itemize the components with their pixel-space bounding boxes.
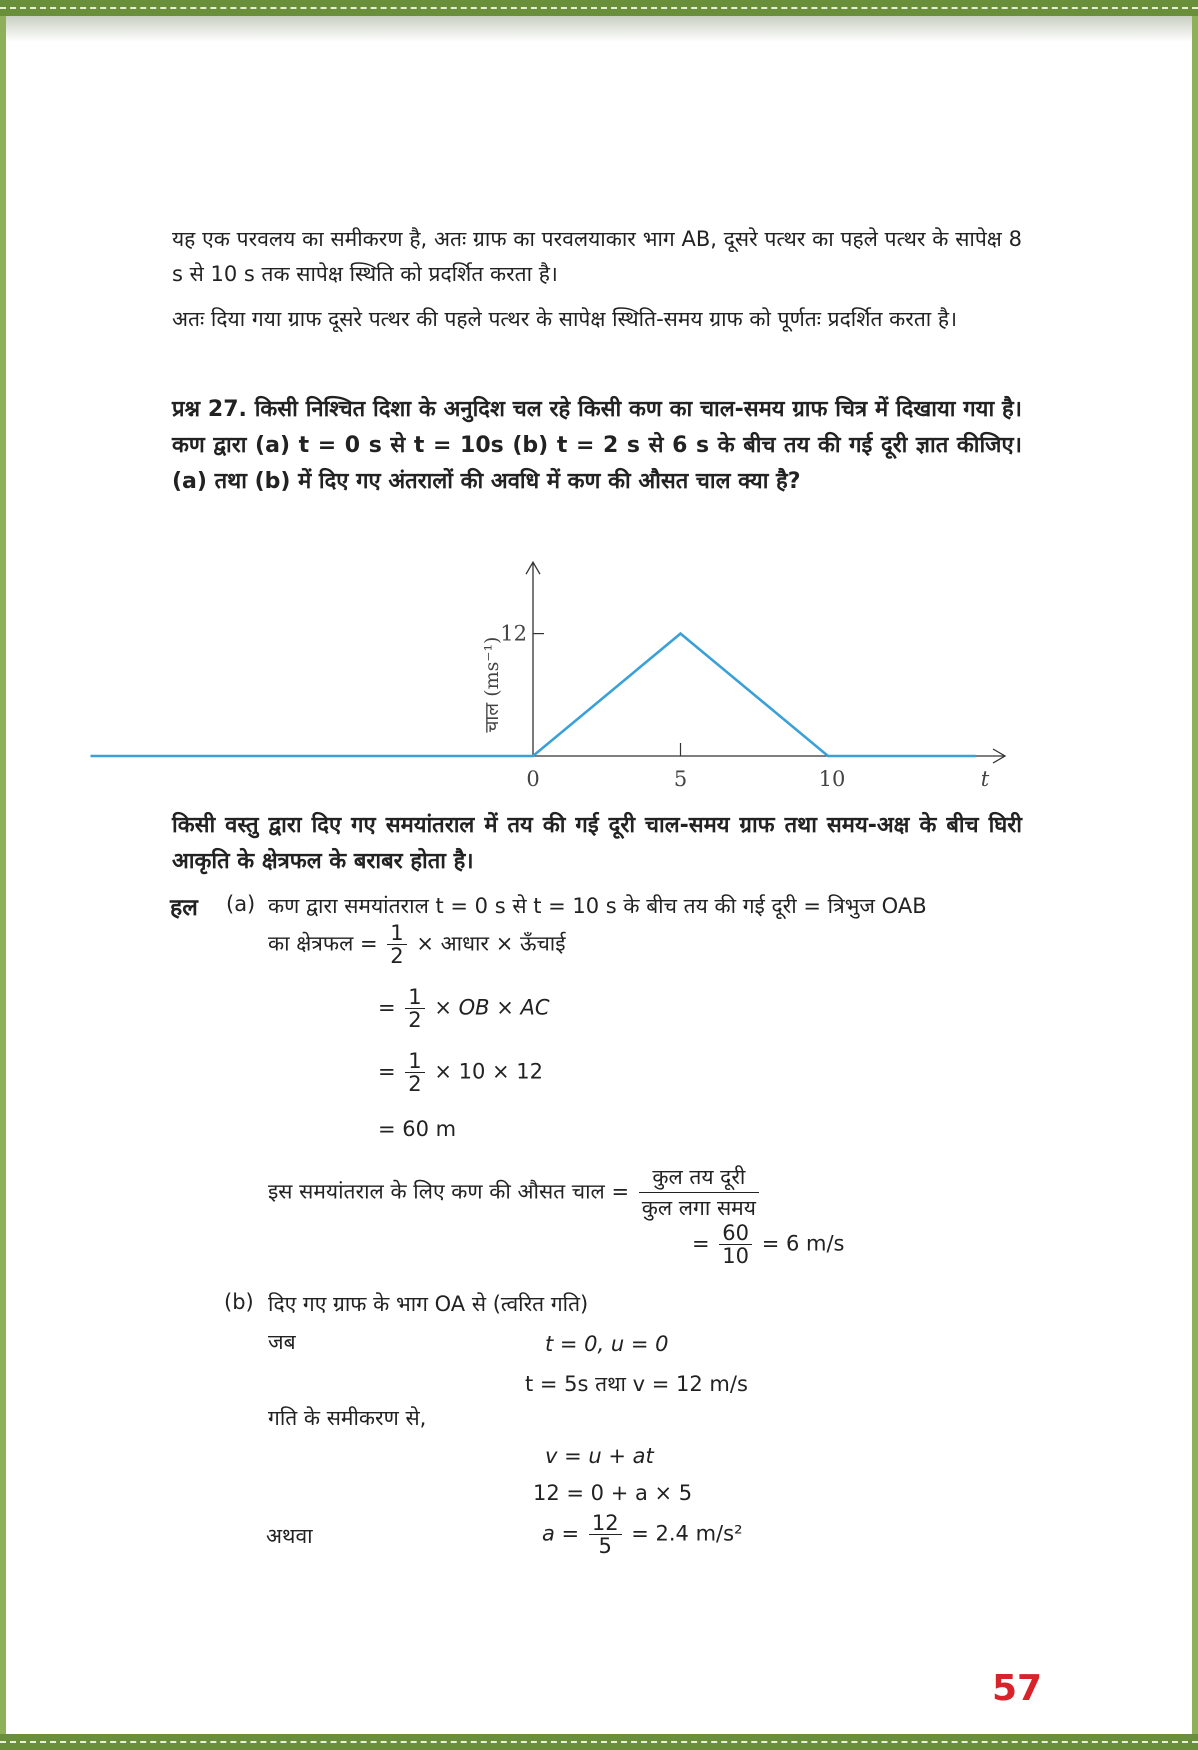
fraction-60-10: $\frac{60}{10}$ bbox=[719, 1222, 752, 1267]
part-b-or: अथवा bbox=[266, 1524, 313, 1548]
part-a-line3: = $\frac{1}{2}$ × OB × AC bbox=[378, 985, 550, 1032]
part-b-condition2: t = 5s तथा v = 12 m/s bbox=[525, 1372, 748, 1396]
y-tick-label-12: 12 bbox=[500, 621, 527, 646]
fraction-half: $\frac{1}{2}$ bbox=[405, 1050, 424, 1095]
fraction-half: $\frac{1}{2}$ bbox=[387, 922, 406, 967]
x-tick-label-0: 0 bbox=[526, 767, 540, 791]
page-border-right bbox=[1192, 16, 1198, 1734]
part-b-eq2: 12 = 0 + a × 5 bbox=[533, 1481, 693, 1505]
part-a-line4: = $\frac{1}{2}$ × 10 × 12 bbox=[378, 1049, 544, 1096]
fraction-12-5: $\frac{12}{5}$ bbox=[589, 1512, 622, 1557]
part-b-label: (b) bbox=[224, 1290, 254, 1314]
page-border-bottom bbox=[0, 1734, 1198, 1750]
solution-label: हल bbox=[170, 895, 198, 921]
average-speed-result: = $\frac{60}{10}$ = 6 m/s bbox=[692, 1221, 845, 1268]
part-b-motion-equation-label: गति के समीकरण से, bbox=[268, 1406, 427, 1430]
y-axis-label: चाल (ms⁻¹) bbox=[481, 636, 503, 733]
fraction-total-distance-time: $\frac{\text{कुल तय दूरी}}{\text{कुल लगा समय}}$ bbox=[639, 1162, 759, 1223]
page-shadow bbox=[6, 16, 1192, 42]
page-number: 57 bbox=[992, 1668, 1043, 1709]
part-a-line2: का क्षेत्रफल = $\frac{1}{2}$ × आधार × ऊँचाई bbox=[268, 921, 566, 968]
part-b-line1: दिए गए ग्राफ के भाग OA से (त्वरित गति) bbox=[268, 1292, 589, 1316]
paragraph-conclusion: अतः दिया गया ग्राफ दूसरे पत्थर की पहले पत्थर के सापेक्ष स्थिति-समय ग्राफ को पूर्णतः प्रदर्शित करता है। bbox=[172, 307, 958, 331]
question-27: प्रश्न 27. किसी निश्चित दिशा के अनुदिश चल रहे किसी कण का चाल-समय ग्राफ चित्र में दिखाया गया है। कण द्वारा (a) t = 0 s से t = 10s (b) t = 2 s से 6 s के बीच तय की गई दूरी ज्ञात कीजिए। (a) तथा (b) में दिए गए अंतरालों की अवधि में कण की औसत चाल क्या है? bbox=[172, 397, 1022, 494]
page-border-top bbox=[0, 0, 1198, 16]
x-axis-label: t bbox=[980, 767, 990, 791]
fraction-half: $\frac{1}{2}$ bbox=[405, 986, 424, 1031]
x-tick-label-10: 10 bbox=[818, 767, 846, 791]
part-a-label: (a) bbox=[226, 892, 256, 916]
page-border-left bbox=[0, 16, 6, 1734]
paragraph-parabola: यह एक परवलय का समीकरण है, अतः ग्राफ का परवलयाकार भाग AB, दूसरे पत्थर का पहले पत्थर के सापेक्ष 8 s से 10 s तक सापेक्ष स्थिति को प्रदर्शित करता है। bbox=[172, 227, 1022, 286]
average-speed-line: इस समयांतराल के लिए कण की औसत चाल = $\frac{\text{कुल तय दूरी}}{\text{कुल लगा समय}}$ bbox=[268, 1162, 762, 1223]
part-b-eq3: a = $\frac{12}{5}$ = 2.4 m/s² bbox=[542, 1511, 743, 1558]
part-b-condition1: t = 0, u = 0 bbox=[545, 1332, 669, 1356]
speed-time-graph bbox=[370, 520, 990, 800]
part-a-line5: = 60 m bbox=[378, 1117, 457, 1141]
part-a-line1: कण द्वारा समयांतराल t = 0 s से t = 10 s के बीच तय की गई दूरी = त्रिभुज OAB bbox=[268, 894, 927, 918]
paragraph-area-rule: किसी वस्तु द्वारा दिए गए समयांतराल में तय की गई दूरी चाल-समय ग्राफ तथा समय-अक्ष के बीच घिरी आकृति के क्षेत्रफल के बराबर होता है। bbox=[172, 813, 1022, 874]
x-tick-label-5: 5 bbox=[673, 767, 688, 791]
part-b-eq1: v = u + at bbox=[545, 1444, 654, 1468]
part-b-when: जब bbox=[268, 1330, 296, 1354]
